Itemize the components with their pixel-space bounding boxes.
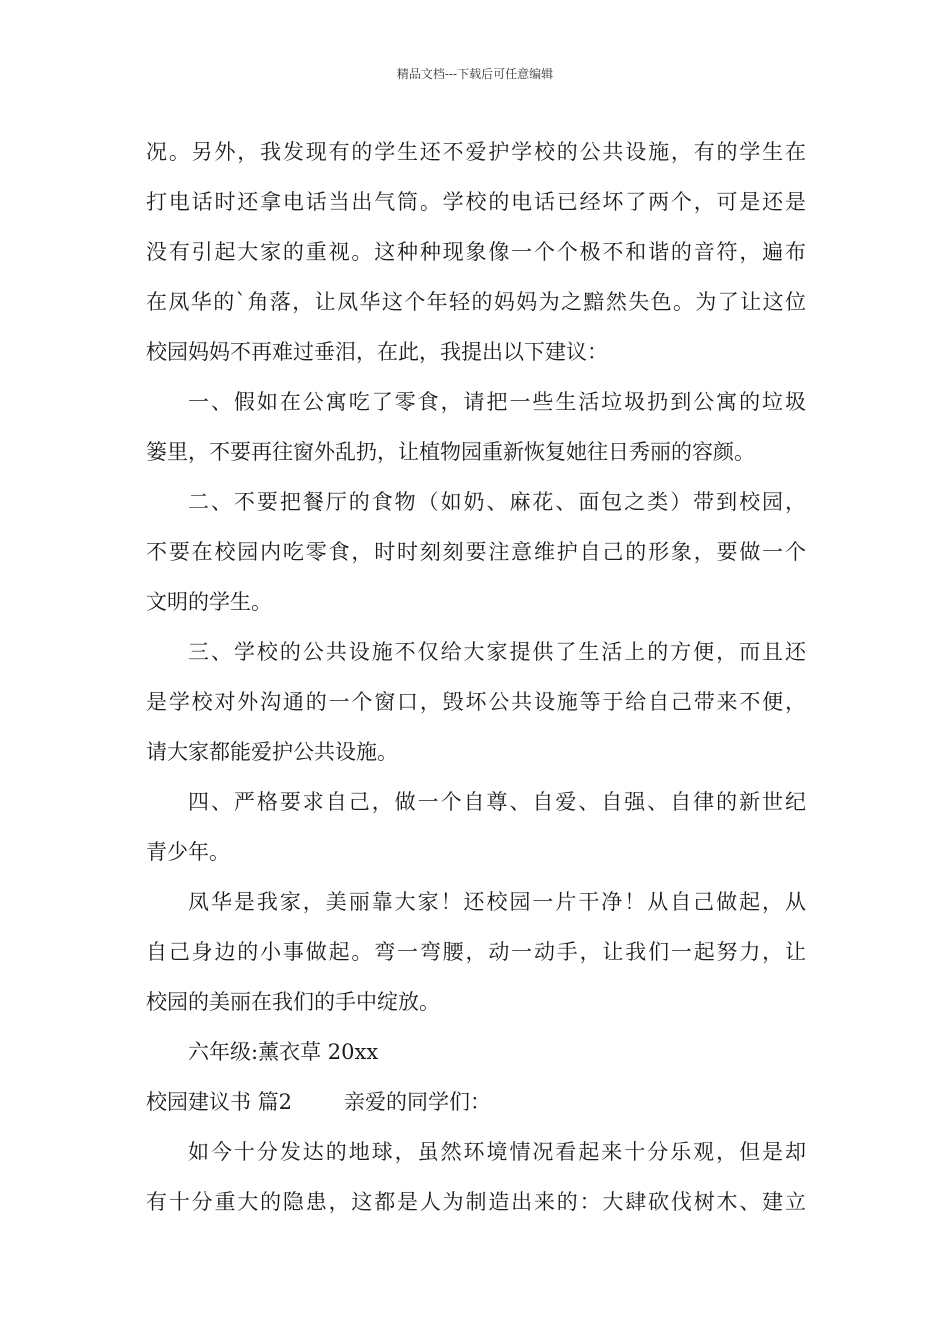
text-line: 如今十分发达的地球，虽然环境情况看起来十分乐观，但是却 (188, 1140, 806, 1164)
paragraph (146, 777, 806, 877)
salutation: 亲爱的同学们： (344, 1090, 492, 1114)
paragraph (146, 1127, 806, 1227)
paragraph (146, 377, 806, 477)
text-line: 况。另外，我发现有的学生还不爱护学校的公共设施，有的学生在 (146, 140, 806, 164)
text-line: 请大家都能爱护公共设施。 (146, 740, 398, 764)
page-header: 精品文档---下载后可任意编辑 (396, 67, 554, 81)
text-line: 在凤华的`角落，让凤华这个年轻的妈妈为之黯然失色。为了让这位 (146, 290, 806, 314)
text-line: 有十分重大的隐患，这都是人为制造出来的：大肆砍伐树木、建立 (146, 1190, 806, 1214)
paragraph (146, 627, 806, 777)
text-line: 是学校对外沟通的一个窗口，毁坏公共设施等于给自己带来不便， (146, 690, 806, 714)
text-line: 文明的学生。 (146, 590, 272, 614)
text-line: 四、严格要求自己，做一个自尊、自爱、自强、自律的新世纪 (188, 790, 806, 814)
text-line: 打电话时还拿电话当出气筒。学校的电话已经坏了两个，可是还是 (146, 190, 806, 214)
text-line: 校园的美丽在我们的手中绽放。 (146, 990, 440, 1014)
text-line: 校园妈妈不再难过垂泪，在此，我提出以下建议： (146, 340, 608, 364)
section-heading-line (146, 1077, 806, 1127)
paragraph (146, 877, 806, 1027)
text-line: 三、学校的公共设施不仅给大家提供了生活上的方便，而且还 (188, 640, 806, 664)
paragraph (146, 127, 806, 377)
text-line: 一、假如在公寓吃了零食，请把一些生活垃圾扔到公寓的垃圾 (188, 390, 806, 414)
text-line: 不要在校园内吃零食，时时刻刻要注意维护自己的形象，要做一个 (146, 540, 806, 564)
text-line: 二、不要把餐厅的食物（如奶、麻花、面包之类）带到校园， (188, 490, 806, 514)
text-line: 篓里，不要再往窗外乱扔，让植物园重新恢复她往日秀丽的容颜。 (146, 440, 755, 464)
text-line: 青少年。 (146, 840, 230, 864)
section-title: 校园建议书 篇2 (146, 1090, 293, 1114)
paragraph (146, 477, 806, 627)
document-body (146, 127, 806, 1227)
signature-line: 六年级:薰衣草 20xx (188, 1040, 379, 1064)
text-line: 凤华是我家，美丽靠大家！还校园一片干净！从自己做起，从 (188, 890, 806, 914)
text-line: 没有引起大家的重视。这种种现象像一个个极不和谐的音符，遍布 (146, 240, 806, 264)
text-line: 自己身边的小事做起。弯一弯腰，动一动手，让我们一起努力，让 (146, 940, 806, 964)
